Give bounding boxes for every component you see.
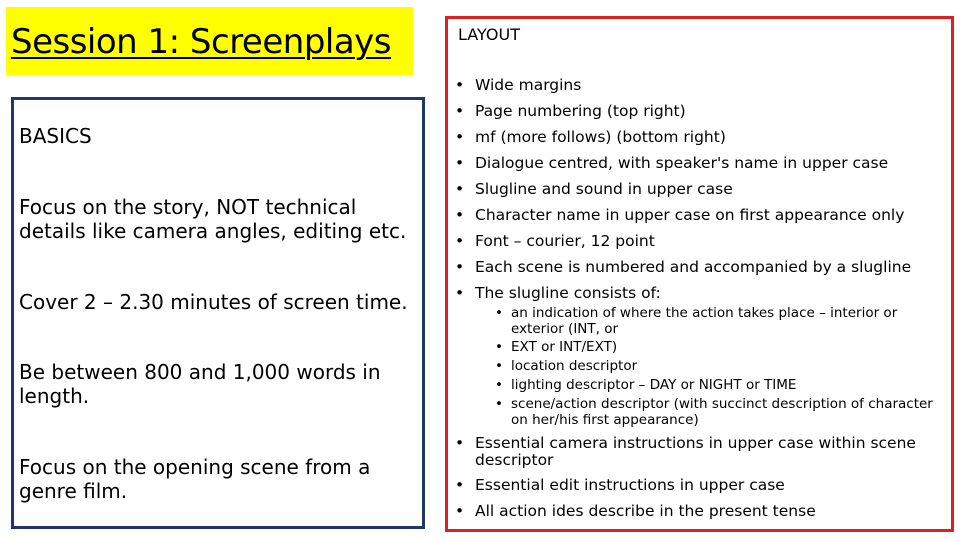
slide-title: Session 1: Screenplays bbox=[11, 22, 392, 62]
bullet-marker: • bbox=[455, 476, 465, 494]
bullet-marker: • bbox=[455, 434, 465, 452]
sub-bullet-text: an indication of where the action takes place – interior or exterior (INT, or bbox=[511, 305, 898, 337]
bullet-text: mf (more follows) (bottom right) bbox=[475, 128, 726, 146]
bullet-marker: • bbox=[455, 76, 465, 94]
bullet-marker: • bbox=[495, 305, 503, 321]
basics-paragraph: Cover 2 – 2.30 minutes of screen time. bbox=[19, 290, 408, 314]
bullet-marker: • bbox=[455, 502, 465, 520]
bullet-marker: • bbox=[455, 258, 465, 276]
bullet-marker: • bbox=[455, 284, 465, 302]
layout-heading: LAYOUT bbox=[458, 25, 520, 44]
bullet-marker: • bbox=[495, 358, 503, 374]
bullet-text: The slugline consists of: bbox=[475, 284, 661, 302]
bullet-text: Essential camera instructions in upper case within scene descriptor bbox=[475, 434, 916, 469]
bullet-marker: • bbox=[455, 206, 465, 224]
bullet-text: Essential edit instructions in upper case bbox=[475, 476, 785, 494]
bullet-marker: • bbox=[455, 102, 465, 120]
sub-bullet-text: location descriptor bbox=[511, 358, 638, 374]
basics-paragraph: Focus on the opening scene from a genre film. bbox=[19, 455, 371, 503]
basics-paragraph: Be between 800 and 1,000 words in length. bbox=[19, 360, 381, 408]
sub-bullet-text: EXT or INT/EXT) bbox=[511, 339, 618, 355]
bullet-text: Character name in upper case on first appearance only bbox=[475, 206, 905, 224]
sub-bullet-text: scene/action descriptor (with succinct description of character on her/his first appearance) bbox=[511, 396, 933, 428]
bullet-text: All action ides describe in the present tense bbox=[475, 502, 816, 520]
bullet-marker: • bbox=[455, 232, 465, 250]
bullet-text: Font – courier, 12 point bbox=[475, 232, 655, 250]
bullet-text: Page numbering (top right) bbox=[475, 102, 686, 120]
bullet-text: Each scene is numbered and accompanied by a slugline bbox=[475, 258, 912, 276]
basics-paragraph: Focus on the story, NOT technical details like camera angles, editing etc. bbox=[19, 195, 407, 243]
bullet-text: Dialogue centred, with speaker's name in upper case bbox=[475, 154, 889, 172]
bullet-marker: • bbox=[455, 154, 465, 172]
bullet-marker: • bbox=[495, 396, 503, 412]
sub-bullet-text: lighting descriptor – DAY or NIGHT or TIME bbox=[511, 377, 797, 393]
bullet-marker: • bbox=[495, 339, 503, 355]
bullet-marker: • bbox=[495, 377, 503, 393]
basics-heading: BASICS bbox=[19, 124, 92, 148]
bullet-text: Wide margins bbox=[475, 76, 582, 94]
bullet-marker: • bbox=[455, 180, 465, 198]
bullet-marker: • bbox=[455, 128, 465, 146]
bullet-text: Slugline and sound in upper case bbox=[475, 180, 733, 198]
